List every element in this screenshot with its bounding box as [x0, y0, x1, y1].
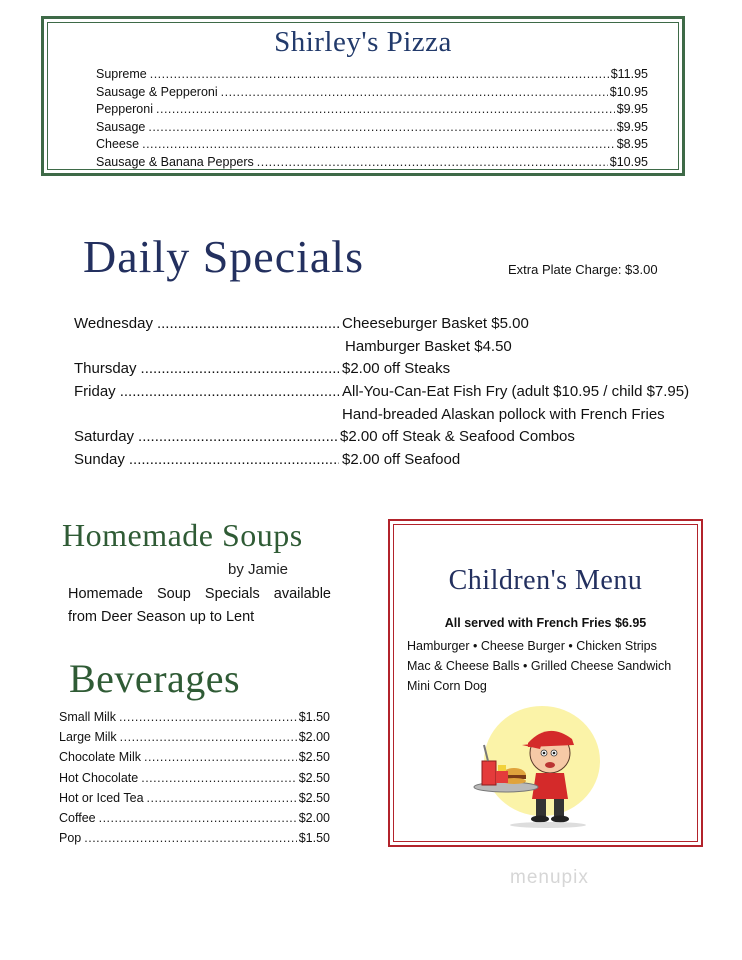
special-row	[74, 428, 714, 451]
childrens-menu-line: Mac & Cheese Balls • Grilled Cheese Sandwich	[407, 659, 672, 673]
beverage-price: $1.50	[298, 831, 330, 846]
pizza-item	[96, 102, 648, 120]
special-deal: $2.00 off Seafood	[342, 451, 461, 469]
beverage-item	[59, 710, 330, 730]
special-row	[74, 360, 714, 383]
special-deal: Cheeseburger Basket $5.00	[342, 315, 529, 332]
pizza-item-price: $10.95	[609, 154, 648, 169]
pizza-item-price: $9.95	[616, 102, 648, 117]
pizza-item-name: Sausage	[96, 119, 146, 134]
special-row	[74, 315, 714, 338]
soups-by: by Jamie	[228, 561, 289, 578]
pizza-item-name: Pepperoni	[96, 102, 153, 117]
beverage-name: Large Milk	[59, 730, 117, 745]
special-deal: Hand-breaded Alaskan pollock with French Fries	[342, 405, 665, 423]
beverage-price: $2.50	[298, 750, 330, 765]
special-row	[74, 406, 714, 429]
special-day: Sunday	[74, 451, 125, 469]
beverage-price: $2.00	[298, 810, 330, 825]
pizza-item	[96, 67, 648, 85]
childrens-menu-line: Hamburger • Cheese Burger • Chicken Strips	[407, 639, 657, 653]
beverage-name: Small Milk	[59, 710, 116, 724]
beverage-price: $2.50	[298, 770, 330, 785]
beverage-item	[59, 771, 330, 791]
special-row	[74, 338, 714, 361]
pizza-item-name: Supreme	[96, 67, 147, 81]
soups-title: Homemade Soups	[62, 517, 303, 553]
special-day: Wednesday	[74, 315, 153, 332]
beverage-item	[59, 730, 330, 750]
beverage-name: Pop	[59, 831, 82, 846]
beverage-name: Hot or Iced Tea	[59, 790, 144, 805]
pizza-item	[96, 85, 648, 103]
pizza-item-price: $10.95	[609, 84, 648, 99]
special-deal: All-You-Can-Eat Fish Fry (adult $10.95 / child $7.95)	[342, 383, 690, 401]
pizza-title: Shirley's Pizza	[274, 26, 452, 58]
pizza-item	[96, 120, 648, 138]
pizza-item-price: $11.95	[610, 67, 648, 81]
special-deal: $2.00 off Steak & Seafood Combos	[340, 428, 575, 446]
pizza-item-name: Sausage & Banana Peppers	[96, 154, 254, 169]
beverages-list	[59, 710, 330, 851]
watermark: menupix	[510, 867, 589, 888]
special-row	[74, 451, 714, 474]
extra-plate-charge: Extra Plate Charge: $3.00	[508, 262, 658, 277]
childrens-menu-title: Children's Menu	[448, 565, 643, 596]
beverages-title: Beverages	[69, 656, 241, 701]
childrens-menu-items	[407, 636, 697, 696]
special-deal: Hamburger Basket $4.50	[345, 337, 512, 355]
beverage-price: $2.50	[298, 790, 330, 805]
pizza-list	[96, 67, 648, 173]
beverage-price: $1.50	[298, 710, 330, 724]
pizza-item	[96, 155, 648, 173]
beverage-name: Chocolate Milk	[59, 750, 141, 765]
pizza-item-price: $8.95	[616, 137, 648, 152]
beverage-item	[59, 750, 330, 770]
daily-specials-title: Daily Specials	[83, 231, 364, 282]
special-row	[74, 383, 714, 406]
beverage-name: Coffee	[59, 810, 96, 825]
beverage-item	[59, 791, 330, 811]
special-day: Thursday	[74, 360, 137, 378]
pizza-item-name: Sausage & Pepperoni	[96, 84, 218, 99]
special-deal: $2.00 off Steaks	[342, 360, 451, 378]
childrens-menu-box	[388, 519, 703, 847]
pizza-item-price: $9.95	[616, 119, 648, 134]
soups-description: Homemade Soup Specials available from Deer Season up to Lent	[68, 586, 331, 625]
pizza-item	[96, 137, 648, 155]
childrens-menu-line: Mini Corn Dog	[407, 679, 487, 693]
beverage-price: $2.00	[298, 730, 330, 745]
special-day: Saturday	[74, 428, 135, 446]
childrens-menu-served: All served with French Fries $6.95	[444, 616, 647, 630]
kid-with-food-illustration	[470, 701, 600, 831]
pizza-item-name: Cheese	[96, 137, 140, 152]
pizza-menu-box	[41, 16, 685, 176]
beverage-item	[59, 831, 330, 851]
beverage-item	[59, 811, 330, 831]
special-day: Friday	[74, 383, 116, 401]
daily-specials-list	[74, 315, 714, 474]
beverage-name: Hot Chocolate	[59, 770, 139, 785]
